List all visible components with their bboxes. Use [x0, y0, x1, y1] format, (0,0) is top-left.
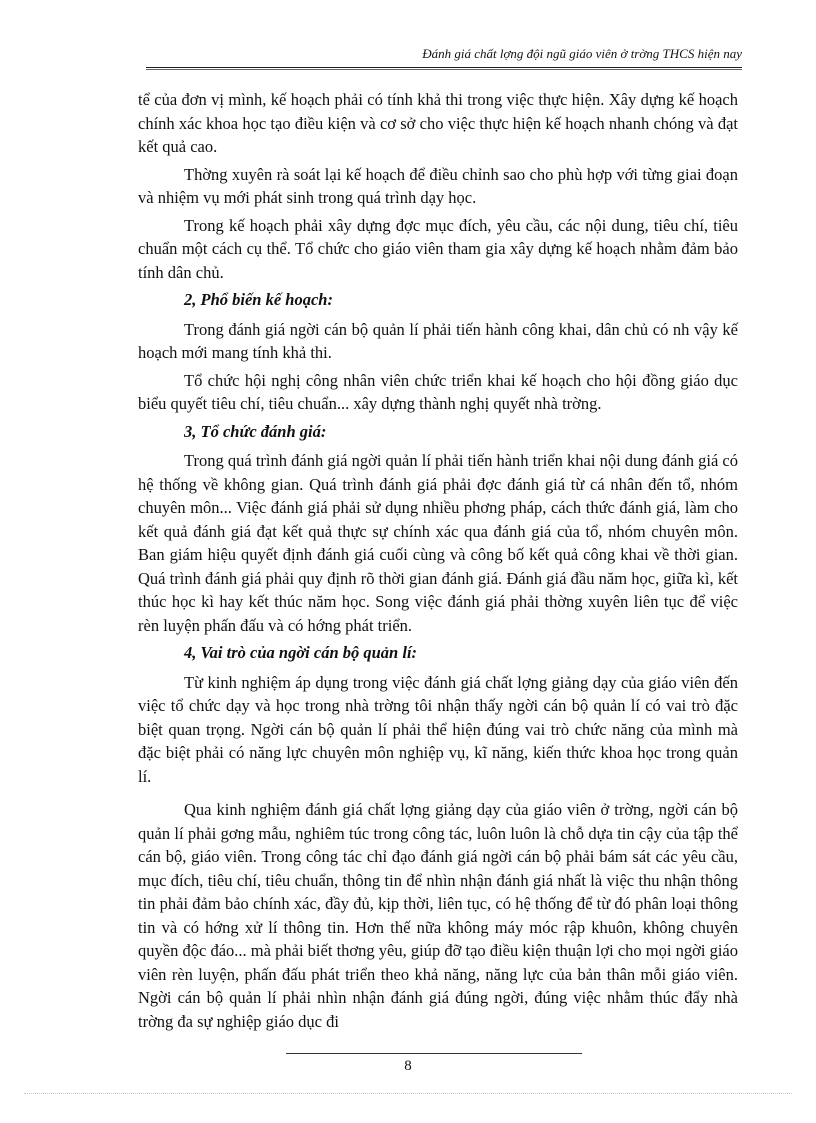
paragraph: Qua kinh nghiệm đánh giá chất lợng giảng dạy của giáo viên ở trờng, ngời cán bộ quản lí phải gơng mẫu, nghiêm túc trong công tác, luôn luôn là chỗ dựa tin cậy của tập thể cán bộ, giáo viên. Trong công tác chỉ đạo đánh giá ngời cán bộ phải bám sát các yêu cầu, mục đích, tiêu chí, tiêu chuẩn, thông tin để nhìn nhận đánh giá nhất là việc thu nhận thông tin phải đảm bảo chính xác, đầy đủ, kịp thời, liên tục, có hệ thống để từ đó phân loại thông tin và có hớng xử lí thông tin. Hơn thế nữa không máy móc rập khuôn, không chuyên quyền độc đáo... mà phải biết thơng yêu, giúp đỡ tạo điều kiện thuận lợi cho mọi ngời giáo viên rèn luyện, phấn đấu phát triển theo khả năng, năng lực của bản thân mỗi giáo viên. Ngời cán bộ quản lí phải nhìn nhận đánh giá đúng ngời, đúng việc nhằm thúc đẩy nhà trờng đa sự nghiệp giáo dục đi [138, 800, 738, 1031]
header-rule [146, 67, 742, 68]
section-heading: 4, Vai trò của ngời cán bộ quản lí: [184, 643, 418, 662]
paragraph: Trong quá trình đánh giá ngời quản lí phải tiến hành triển khai nội dung đánh giá có hệ thống về không gian. Quá trình đánh giá phải đợc đánh giá từ cá nhân đến tổ, nhóm chuyên môn... Việc đánh giá phải sử dụng nhiều phơng pháp, cách thức đánh giá, làm cho kết quả đánh giá đạt kết quả thực sự chính xác qua đánh giá của tổ, nhóm chuyên môn. Ban giám hiệu quyết định đánh giá cuối cùng và công bố kết quả công khai về thời gian. Quá trình đánh giá phải quy định rõ thời gian đánh giá. Đánh giá đầu năm học, giữa kì, kết thúc học kì hay kết thúc năm học. Song việc đánh giá phải thờng xuyên liên tục để việc rèn luyện phấn đấu và có hớng phát triển. [138, 451, 738, 635]
paragraph-continued: tể của đơn vị mình, kế hoạch phải có tính khả thi trong việc thực hiện. Xây dựng kế hoạch chính xác khoa học tạo điều kiện và cơ sở cho việc thực hiện kế hoạch nhanh chóng và đạt kết quả cao. [138, 90, 738, 156]
page-number: 8 [404, 1058, 412, 1074]
page-boundary [24, 1093, 792, 1094]
running-header: Đánh giá chất lợng đội ngũ giáo viên ở trờng THCS hiện nay [422, 46, 742, 61]
paragraph: Trong đánh giá ngời cán bộ quản lí phải tiến hành công khai, dân chủ có nh vậy kế hoạch mới mang tính khả thi. [138, 319, 738, 362]
body-text [138, 88, 738, 1037]
paragraph: Thờng xuyên rà soát lại kế hoạch để điều chỉnh sao cho phù hợp với từng giai đoạn và nhiệm vụ mới phát sinh trong quá trình dạy học. [138, 164, 738, 207]
paragraph: Tổ chức hội nghị công nhân viên chức triển khai kế hoạch cho hội đồng giáo dục biểu quyết tiêu chí, tiêu chuẩn... xây dựng thành nghị quyết nhà trờng. [138, 370, 738, 413]
section-heading: 2, Phổ biến kế hoạch: [184, 290, 333, 309]
section-heading: 3, Tổ chức đánh giá: [184, 421, 327, 441]
header-rule-secondary [146, 69, 742, 70]
paragraph: Trong kế hoạch phải xây dựng đợc mục đích, yêu cầu, các nội dung, tiêu chí, tiêu chuẩn một cách cụ thể. Tổ chức cho giáo viên tham gia xây dựng kế hoạch nhằm đảm bảo tính dân chủ. [138, 215, 738, 282]
paragraph: Từ kinh nghiệm áp dụng trong việc đánh giá chất lợng giảng dạy của giáo viên đến việc tổ chức dạy và học trong nhà trờng tôi nhận thấy ngời cán bộ quản lí có vai trò đặc biệt quan trọng. Ngời cán bộ quản lí phải thể hiện đúng vai trò chức năng của mình mà đặc biệt phải có năng lực chuyên môn nghiệp vụ, kĩ năng, kiến thức khoa học trong quản lí. [138, 672, 738, 786]
footer-rule [286, 1053, 582, 1054]
